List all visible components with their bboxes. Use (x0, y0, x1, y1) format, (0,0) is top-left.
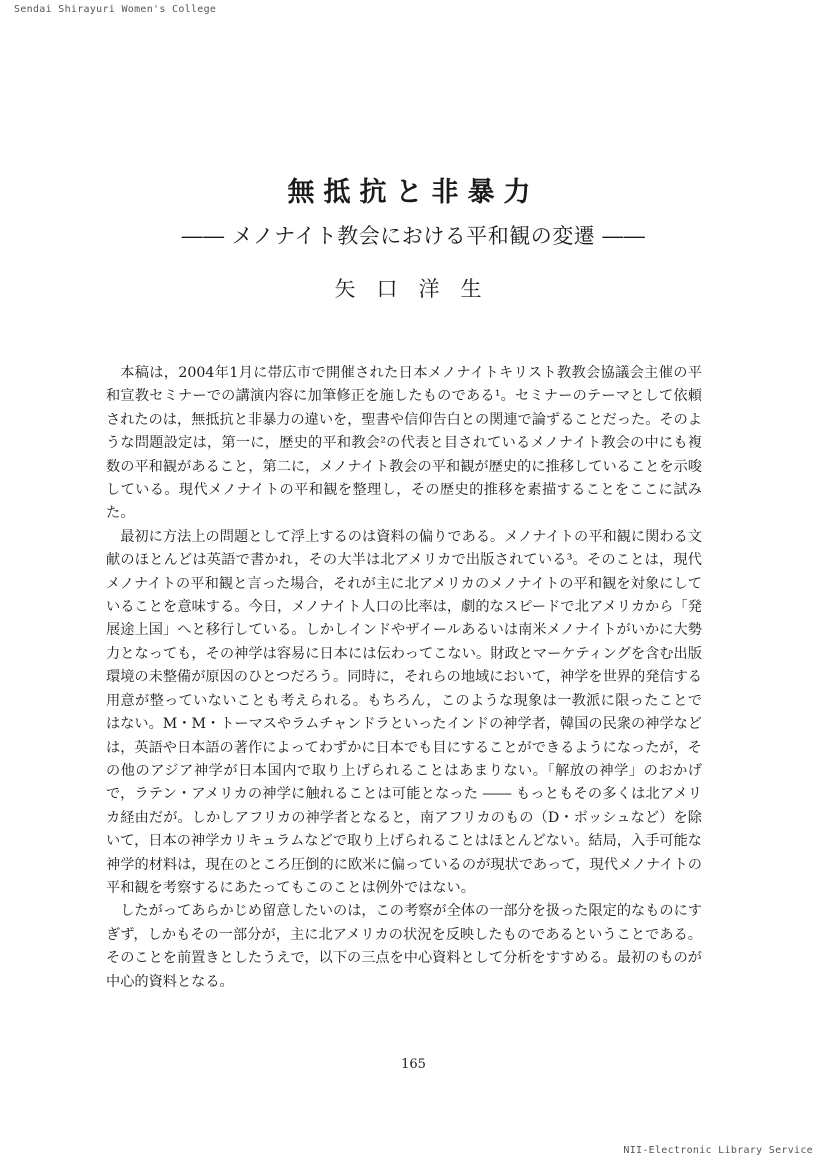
paragraph-2: 最初に方法上の問題として浮上するのは資料の偏りである。メノナイトの平和観に関わる文献のほとんどは英語で書かれ，その大半は北アメリカで出版されている³。そのことは，現代メノナイトの平和観と言った場合，それが主に北アメリカのメノナイトの平和観を対象にしていることを意味する。今日，メノナイト人口の比率は，劇的なスピードで北アメリカから「発展途上国」へと移行している。しかしインドやザイールあるいは南米メノナイトがいかに大勢力となっても，その神学は容易に日本には伝わってこない。財政とマーケティングを含む出版環境の未整備が原因のひとつだろう。同時に，それらの地域において，神学を世界的発信する用意が整っていないことも考えられる。もちろん，このような現象は一教派に限ったことではない。M・M・トーマスやラムチャンドラといったインドの神学者，韓国の民衆の神学などは，英語や日本語の著作によってわずかに日本でも目にすることができるようになったが，その他のアジア神学が日本国内で取り上げられることはあまりない。「解放の神学」のおかげで，ラテン・アメリカの神学に触れることは可能となった ―― もっともその多くは北アメリカ経由だが。しかしアフリカの神学者となると，南アフリカのもの（D・ボッシュなど）を除いて，日本の神学カリキュラムなどで取り上げられることはほとんどない。結局，入手可能な神学的材料は，現在のところ圧倒的に欧米に偏っているのが現状であって，現代メノナイトの平和観を考察するにあたってもこのことは例外ではない。 (106, 528, 702, 896)
page-number: 165 (401, 1057, 426, 1072)
author-name: 矢口洋生 (334, 277, 503, 301)
header-watermark: Sendai Shirayuri Women's College (14, 4, 217, 15)
footer-watermark: NII-Electronic Library Service (623, 1145, 813, 1156)
body-text (106, 362, 702, 994)
paper-title: 無抵抗と非暴力 (287, 177, 540, 208)
paper-subtitle: ―― メノナイト教会における平和観の変遷 ―― (181, 224, 646, 248)
paragraph-1: 本稿は，2004年1月に帯広市で開催された日本メノナイトキリスト教教会協議会主催の平和宣教セミナーでの講演内容に加筆修正を施したものである¹。セミナーのテーマとして依頼されたのは，無抵抗と非暴力の違いを，聖書や信仰告白との関連で論ずることだった。そのような問題設定は，第一に，歴史的平和教会²の代表と目されているメノナイト教会の中にも複数の平和観があること，第二に，メノナイト教会の平和観が歴史的に推移していることを示唆している。現代メノナイトの平和観を整理し，その歴史的推移を素描することをここに試みた。 (106, 365, 702, 522)
paragraph-3: したがってあらかじめ留意したいのは，この考察が全体の一部分を扱った限定的なものにすぎず，しかもその一部分が，主に北アメリカの状況を反映したものであるということである。そのことを前置きとしたうえで，以下の三点を中心資料として分析をすすめる。最初のものが中心的資料となる。 (106, 903, 702, 990)
